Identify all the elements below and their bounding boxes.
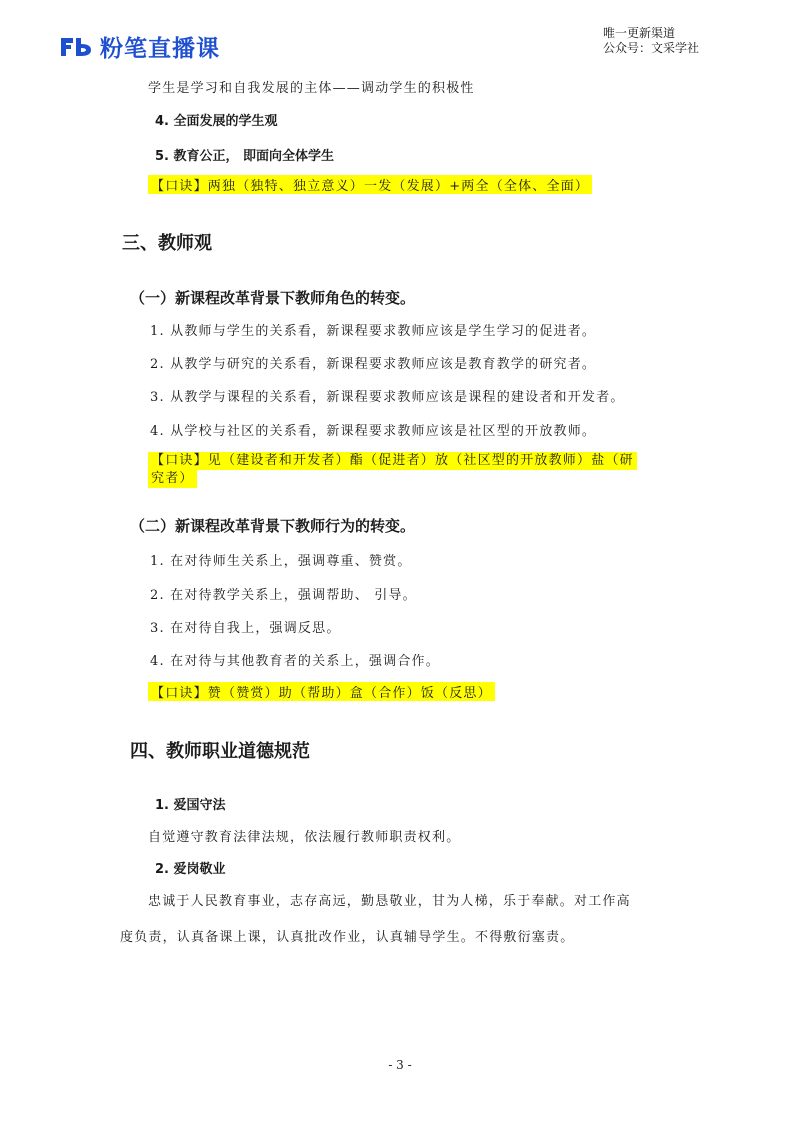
- role-item-1: 1. 从教师与学生的关系看，新课程要求教师应该是学生学习的促进者。: [150, 324, 597, 339]
- ethics-item-2-text-line2: 度负责，认真备课上课，认真批改作业，认真辅导学生。不得敷衍塞责。: [120, 930, 575, 945]
- ethics-item-2-text-line1: 忠诚于人民教育事业，志存高远，勤恳敬业，甘为人梯，乐于奉献。对工作高: [148, 894, 631, 909]
- ethics-item-2-title: 2. 爱岗敬业: [155, 862, 226, 877]
- channel-note-line1: 唯一更新渠道: [603, 26, 676, 40]
- fb-logo-icon: [60, 36, 92, 58]
- mnemonic-2: [148, 452, 637, 488]
- mnemonic-3: [148, 682, 495, 701]
- mnemonic-2-line1: 【口诀】见（建设者和开发者）酯（促进者）放（社区型的开放教师）盐（研: [148, 452, 637, 470]
- behavior-item-2: 2. 在对待教学关系上，强调帮助、 引导。: [150, 588, 417, 603]
- subsection-1-title: （一）新课程改革背景下教师角色的转变。: [130, 289, 416, 307]
- mnemonic-1: [148, 175, 592, 194]
- list-item-5: 5. 教育公正， 即面向全体学生: [155, 149, 335, 164]
- channel-note: [603, 26, 699, 56]
- channel-note-line2: 公众号：文采学社: [603, 41, 700, 55]
- role-item-2: 2. 从教学与研究的关系看，新课程要求教师应该是教育教学的研究者。: [150, 357, 597, 372]
- section-3-title: 三、教师观: [122, 233, 212, 254]
- behavior-item-4: 4. 在对待与其他教育者的关系上，强调合作。: [150, 654, 440, 669]
- list-item-4: 4. 全面发展的学生观: [155, 114, 278, 129]
- mnemonic-2-line2: 究者）: [148, 470, 197, 488]
- logo-text: 粉笔直播课: [100, 36, 220, 62]
- behavior-item-3: 3. 在对待自我上，强调反思。: [150, 621, 341, 636]
- page-number: - 3 -: [388, 1058, 412, 1072]
- mnemonic-3-text: 【口诀】赞（赞赏）助（帮助）盒（合作）饭（反思）: [148, 682, 495, 701]
- mnemonic-1-text: 【口诀】两独（独特、独立意义）一发（发展）+两全（全体、全面）: [148, 175, 592, 194]
- role-item-3: 3. 从教学与课程的关系看，新课程要求教师应该是课程的建设者和开发者。: [150, 390, 625, 405]
- role-item-4: 4. 从学校与社区的关系看，新课程要求教师应该是社区型的开放教师。: [150, 424, 597, 439]
- intro-line: 学生是学习和自我发展的主体——调动学生的积极性: [148, 81, 475, 96]
- brand-logo: [60, 30, 220, 63]
- behavior-item-1: 1. 在对待师生关系上，强调尊重、赞赏。: [150, 554, 412, 569]
- ethics-item-1-title: 1. 爱国守法: [155, 798, 226, 813]
- subsection-2-title: （二）新课程改革背景下教师行为的转变。: [130, 517, 416, 535]
- section-4-title: 四、教师职业道德规范: [130, 741, 310, 762]
- ethics-item-1-text: 自觉遵守教育法律法规，依法履行教师职责权利。: [148, 830, 461, 845]
